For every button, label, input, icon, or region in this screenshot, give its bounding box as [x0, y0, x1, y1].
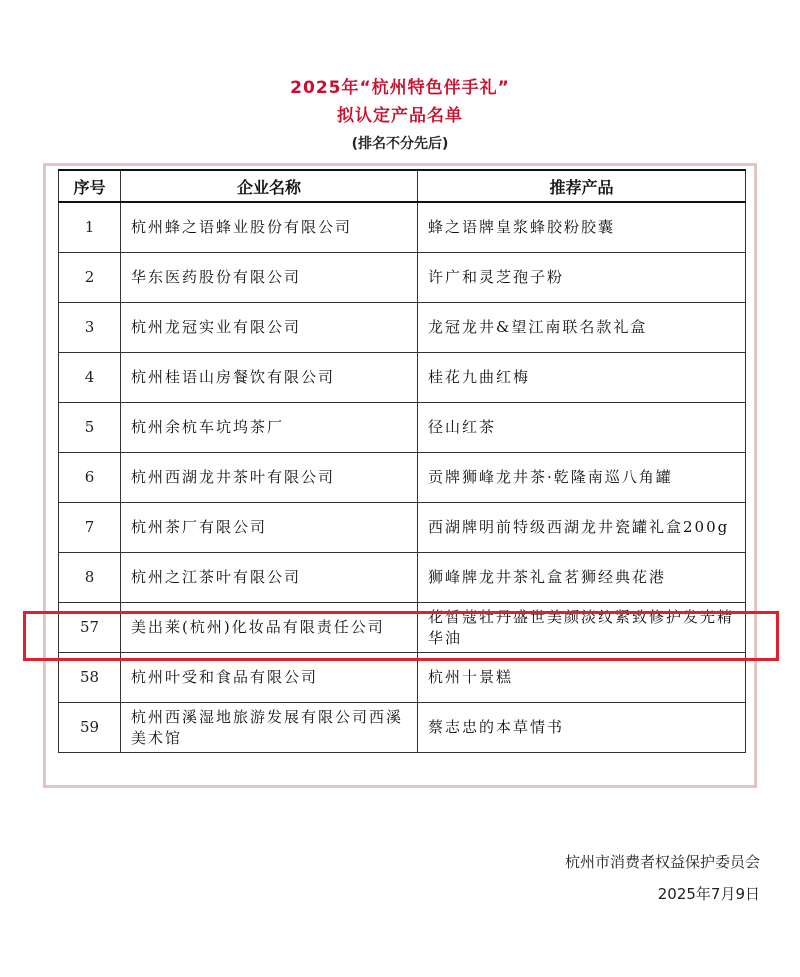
- row-number: 8: [59, 553, 121, 603]
- row-number: 6: [59, 453, 121, 503]
- table-row: [59, 453, 746, 503]
- product-list-table: [58, 169, 746, 753]
- company-name: 杭州余杭车坑坞茶厂: [121, 403, 418, 453]
- row-number: 3: [59, 303, 121, 353]
- ranking-note: (排名不分先后): [351, 136, 449, 152]
- product-name: 西湖牌明前特级西湖龙井瓷罐礼盒200g: [418, 503, 746, 553]
- row-number: 58: [59, 653, 121, 703]
- product-name: 贡牌狮峰龙井茶·乾隆南巡八角罐: [418, 453, 746, 503]
- product-name: 蔡志忠的本草情书: [418, 703, 746, 753]
- company-name: 杭州桂语山房餐饮有限公司: [121, 353, 418, 403]
- product-name: 蜂之语牌皇浆蜂胶粉胶囊: [418, 202, 746, 253]
- table-row: [59, 553, 746, 603]
- company-name: 杭州龙冠实业有限公司: [121, 303, 418, 353]
- row-number: 2: [59, 253, 121, 303]
- row-number: 5: [59, 403, 121, 453]
- table-row: [59, 403, 746, 453]
- product-name: 花皙蔻牡丹盛世美颜淡纹紧致修护发光精华油: [418, 603, 746, 653]
- column-header-number: 序号: [59, 170, 121, 202]
- company-name: 杭州茶厂有限公司: [121, 503, 418, 553]
- product-name: 桂花九曲红梅: [418, 353, 746, 403]
- table-row: [59, 353, 746, 403]
- company-name: 华东医药股份有限公司: [121, 253, 418, 303]
- column-header-product: 推荐产品: [418, 170, 746, 202]
- row-number: 4: [59, 353, 121, 403]
- row-number: 57: [59, 603, 121, 653]
- product-name: 许广和灵芝孢子粉: [418, 253, 746, 303]
- product-name: 龙冠龙井&望江南联名款礼盒: [418, 303, 746, 353]
- issuing-organization: 杭州市消费者权益保护委员会: [564, 853, 760, 871]
- company-name: 美出莱(杭州)化妆品有限责任公司: [121, 603, 418, 653]
- row-number: 1: [59, 202, 121, 253]
- product-name: 杭州十景糕: [418, 653, 746, 703]
- row-number: 7: [59, 503, 121, 553]
- table-row: [59, 202, 746, 253]
- title-line-1: 2025年“杭州特色伴手礼”: [290, 78, 510, 98]
- product-name: 径山红茶: [418, 403, 746, 453]
- table-row: [59, 303, 746, 353]
- company-name: 杭州叶受和食品有限公司: [121, 653, 418, 703]
- table-row: [59, 253, 746, 303]
- table-row: [59, 503, 746, 553]
- column-header-company: 企业名称: [121, 170, 418, 202]
- company-name: 杭州西溪湿地旅游发展有限公司西溪美术馆: [121, 703, 418, 753]
- title-line-2: 拟认定产品名单: [337, 106, 463, 126]
- table-row: [59, 653, 746, 703]
- company-name: 杭州西湖龙井茶叶有限公司: [121, 453, 418, 503]
- company-name: 杭州之江茶叶有限公司: [121, 553, 418, 603]
- table-header-row: [59, 170, 746, 202]
- issue-date: 2025年7月9日: [657, 885, 760, 903]
- table-row-highlighted: [59, 603, 746, 653]
- product-name: 狮峰牌龙井茶礼盒茗狮经典花港: [418, 553, 746, 603]
- company-name: 杭州蜂之语蜂业股份有限公司: [121, 202, 418, 253]
- row-number: 59: [59, 703, 121, 753]
- table-row: [59, 703, 746, 753]
